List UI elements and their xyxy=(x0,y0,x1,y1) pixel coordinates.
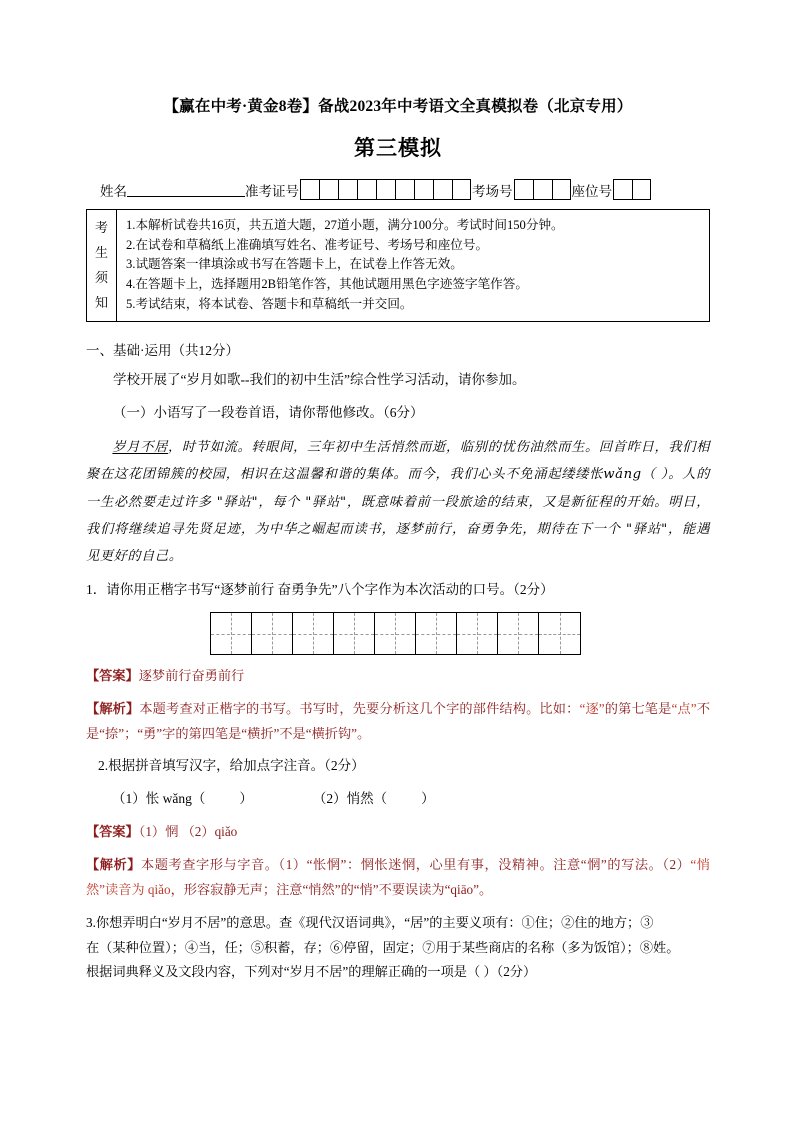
question-2-answer xyxy=(86,820,710,844)
answer-text: 逐梦前行奋勇前行 xyxy=(138,668,245,683)
admission-box[interactable] xyxy=(414,179,433,200)
admission-box[interactable] xyxy=(300,179,319,200)
notice-line: 1.本解析试卷共16页，共五道大题，27道小题，满分100分。考试时间150分钟。 xyxy=(126,217,564,232)
grid-cell[interactable] xyxy=(457,613,498,654)
seat-number-boxes[interactable] xyxy=(613,179,651,200)
notice-line: 3.试题答案一律填涂或书写在答题卡上，在试卷上作答无效。 xyxy=(126,257,463,272)
seat-box[interactable] xyxy=(613,179,632,200)
passage-underlined-phrase: 岁月不居 xyxy=(112,440,168,456)
notice-line: 5.考试结束，将本试卷、答题卡和草稿纸一并交回。 xyxy=(126,297,413,312)
admission-box[interactable] xyxy=(433,179,452,200)
question-2-text: 2.根据拼音填写汉字，给加点字注音。（2分） xyxy=(98,758,365,774)
question-3-line-1: 3.你想弄明白“岁月不居”的意思。查《现代汉语词典》，“居”的主要义项有：①住；②住的地方；③ xyxy=(86,915,654,931)
admission-box[interactable] xyxy=(452,179,471,200)
question-3-line-2: 在（某种位置）；④当，任；⑤积蓄，存；⑥停留，固定；⑦用于某些商店的名称（多为饭馆）；⑧姓。 xyxy=(86,939,680,955)
analysis-part: 不是“捺”；“勇”字的第四笔是“横折”不是“横折钩”。 xyxy=(86,701,711,741)
analysis-part: 本题考查对正楷字的书写。书写时，先要分析这几个字的部件结构。比如： xyxy=(139,701,580,717)
admission-number-label: 准考证号 xyxy=(245,183,299,199)
room-number-boxes[interactable] xyxy=(514,179,571,200)
question-3-line-3: 根据词典释义及文段内容，下列对“岁月不居”的理解正确的一项是（ ）（2分） xyxy=(86,963,537,979)
question-2-item-2-end: ） xyxy=(421,790,435,806)
grid-cell[interactable] xyxy=(539,613,580,654)
passage-text xyxy=(86,434,710,569)
candidate-info-row xyxy=(86,178,710,202)
question-1-text: 1．请你用正楷字书写“逐梦前行 奋勇争先”八个字作为本次活动的口号。（2分） xyxy=(86,581,554,597)
seat-box[interactable] xyxy=(632,179,651,200)
question-2-items xyxy=(86,787,710,811)
room-box[interactable] xyxy=(514,179,533,200)
question-2-item-1: （1）怅 wǎng（ xyxy=(112,790,206,806)
notice-side-char: 知 xyxy=(94,294,108,310)
page-title: 【赢在中考·黄金8卷】备战2023年中考语文全真模拟卷（北京专用） xyxy=(163,98,633,115)
grid-cell[interactable] xyxy=(375,613,416,654)
admission-box[interactable] xyxy=(376,179,395,200)
admission-number-boxes[interactable] xyxy=(300,179,471,200)
question-2-analysis xyxy=(86,853,710,902)
name-input-line[interactable] xyxy=(127,183,245,197)
notice-line: 4.在答题卡上，选择题用2B铅笔作答，其他试题用黑色字迹签字笔作答。 xyxy=(126,277,528,292)
question-1-analysis xyxy=(86,697,710,746)
grid-cell[interactable] xyxy=(293,613,334,654)
page-subtitle: 第三模拟 xyxy=(354,135,442,160)
handwriting-grid[interactable] xyxy=(210,612,581,655)
admission-box[interactable] xyxy=(319,179,338,200)
section-heading: 一、基础·运用（共12分） xyxy=(86,343,239,359)
subsection-heading: （一）小语写了一段卷首语，请你帮他修改。（6分） xyxy=(113,404,424,420)
analysis-highlight: “逐” xyxy=(579,701,605,717)
name-label: 姓名 xyxy=(100,183,127,199)
notice-line: 2.在试卷和草稿纸上准确填写姓名、准考证号、考场号和座位号。 xyxy=(126,237,489,252)
page-content xyxy=(86,96,710,984)
admission-box[interactable] xyxy=(395,179,414,200)
notice-side-char: 考 xyxy=(94,220,108,236)
grid-cell[interactable] xyxy=(498,613,539,654)
grid-cell[interactable] xyxy=(334,613,375,654)
grid-cell[interactable] xyxy=(416,613,457,654)
notice-side-char: 生 xyxy=(94,245,108,261)
seat-number-label: 座位号 xyxy=(571,183,612,199)
answer-tag: 【答案】 xyxy=(86,823,139,839)
candidate-notice-box xyxy=(86,209,710,322)
grid-cell[interactable] xyxy=(252,613,293,654)
grid-cell[interactable] xyxy=(211,613,252,654)
question-2-item-2: （2）悄然（ xyxy=(312,790,388,806)
passage-rest: ，时节如流。转眼间，三年初中生活悄然而逝，临别的忧伤油然而生。回首昨日，我们相聚在这花团锦簇的校园，相识在这温馨和谐的集体。而今，我们心头不免涌起缕缕怅wǎng（ ）。人的一生必然要走过许多 "驿站"，每个 "驿站"，既意味着前一段旅途的结束，又是新征程的开始。明日，我们将继续追寻先贤足迹，为中华之崛起而读书，逐梦前行，奋勇争先，期待在下一个 "驿站"，能遇见更好的自己。 xyxy=(86,440,710,564)
admission-box[interactable] xyxy=(338,179,357,200)
analysis-part: ，形容寂静无声；注意“悄然”的“悄”不要误读为“qiāo”。 xyxy=(170,881,493,897)
room-box[interactable] xyxy=(552,179,571,200)
notice-side-char: 须 xyxy=(94,270,108,286)
analysis-tag: 【解析】 xyxy=(86,857,142,873)
answer-tag: 【答案】 xyxy=(86,668,139,683)
room-number-label: 考场号 xyxy=(472,183,513,199)
analysis-tag: 【解析】 xyxy=(86,701,140,717)
handwriting-grid-wrapper xyxy=(86,612,710,655)
question-1-answer xyxy=(86,664,710,688)
notice-side-label xyxy=(87,210,117,321)
question-2-item-1-end: ） xyxy=(239,790,253,806)
question-3-text xyxy=(86,911,710,984)
analysis-highlight: “点” xyxy=(671,701,697,717)
admission-box[interactable] xyxy=(357,179,376,200)
section-intro: 学校开展了“岁月如歌--我们的初中生活”综合性学习活动，请你参加。 xyxy=(113,372,526,388)
analysis-part: 本题考查字形与字音。（1）“怅惘”：惘怅迷惘，心里有事，没精神。注意“惘”的写法。（2） xyxy=(141,857,691,873)
analysis-part: 的第七笔是 xyxy=(604,701,672,717)
analysis-highlight: “悄然”读音为 qiǎo xyxy=(86,857,710,897)
answer-text: （1）惘 （2）qiǎo xyxy=(138,823,238,839)
notice-body xyxy=(117,210,709,321)
room-box[interactable] xyxy=(533,179,552,200)
